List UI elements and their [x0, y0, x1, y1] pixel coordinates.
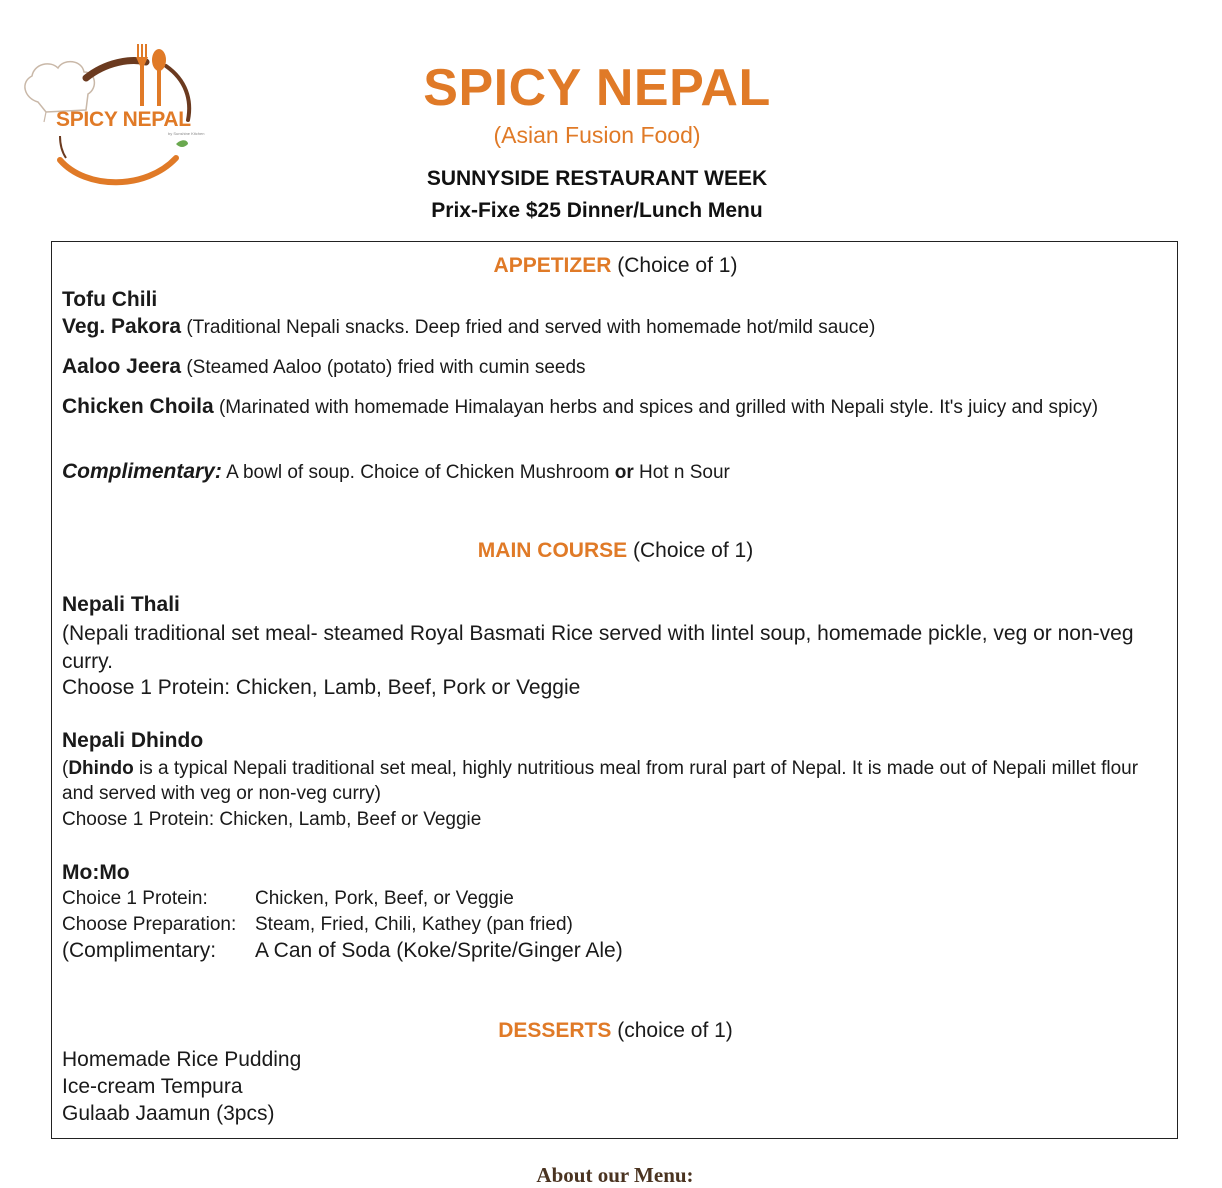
dessert-item: Gulaab Jaamun (3pcs) — [62, 1102, 275, 1125]
item-description: (Marinated with homemade Himalayan herbs and spices and grilled with Nepali style. It's juicy and spicy) — [213, 397, 1099, 418]
appetizer-heading — [52, 254, 1179, 278]
item-description: (Steamed Aaloo (potato) fried with cumin seeds — [181, 357, 586, 378]
thali-name: Nepali Thali — [62, 593, 180, 616]
dhindo-name: Nepali Dhindo — [62, 729, 204, 752]
event-name: SUNNYSIDE RESTAURANT WEEK — [426, 167, 768, 190]
thali-description: (Nepali traditional set meal- steamed Royal Basmati Rice served with lintel soup, homemade pickle, veg or non-veg curry. — [62, 622, 1134, 673]
item-description: (Traditional Nepali snacks. Deep fried and served with homemade hot/mild sauce) — [181, 317, 876, 338]
appetizer-item — [62, 394, 1167, 421]
page-title: SPICY NEPAL — [423, 59, 771, 117]
appetizer-item — [62, 314, 1167, 341]
dessert-item: Ice-cream Tempura — [62, 1075, 243, 1098]
complimentary-label: Complimentary: — [62, 460, 222, 483]
complimentary-or: or — [614, 462, 634, 483]
momo-row-value: A Can of Soda (Koke/Sprite/Ginger Ale) — [255, 939, 623, 962]
momo-row-label: Choice 1 Protein: — [62, 888, 208, 909]
dhindo-description — [62, 756, 1167, 806]
menu-box — [51, 241, 1178, 1139]
main-course-title: MAIN COURSE — [477, 539, 628, 562]
dhindo-protein: Choose 1 Protein: Chicken, Lamb, Beef or Veggie — [62, 809, 482, 830]
momo-row-label: Choose Preparation: — [62, 914, 237, 935]
desserts-title: DESSERTS — [498, 1019, 612, 1042]
dhindo-open: ( — [62, 758, 69, 779]
momo-row-value: Chicken, Pork, Beef, or Veggie — [255, 888, 514, 909]
appetizer-title: APPETIZER — [493, 254, 612, 277]
momo-row-value: Steam, Fried, Chili, Kathey (pan fried) — [255, 914, 573, 935]
desserts-heading — [52, 1019, 1179, 1043]
logo-tagline: by Sunshine Kitchen — [168, 131, 205, 136]
dhindo-bold: Dhindo — [68, 758, 134, 779]
main-course-note: (Choice of 1) — [627, 539, 754, 562]
logo-wordmark: SPICY NEPAL — [56, 108, 191, 131]
main-course-heading — [52, 539, 1179, 563]
desserts-note: (choice of 1) — [611, 1019, 733, 1042]
appetizer-item — [62, 287, 1167, 314]
momo-row — [62, 912, 1167, 938]
item-name: Chicken Choila — [62, 395, 214, 418]
dhindo-text: is a typical Nepali traditional set meal, highly nutritious meal from rural part of Nepal. It is made out of Nepali millet flour and served with veg or non-veg curry) — [62, 758, 1139, 804]
menu-price: Prix-Fixe $25 Dinner/Lunch Menu — [431, 199, 763, 222]
about-menu-heading: About our Menu: — [536, 1163, 694, 1187]
page-subtitle: (Asian Fusion Food) — [493, 122, 701, 148]
momo-row — [62, 938, 1167, 964]
thali-protein: Choose 1 Protein: Chicken, Lamb, Beef, Pork or Veggie — [62, 676, 581, 699]
complimentary-text: A bowl of soup. Choice of Chicken Mushroom — [221, 462, 615, 483]
momo-row-label: (Complimentary: — [62, 939, 217, 962]
momo-name: Mo:Mo — [62, 861, 130, 884]
item-name: Veg. Pakora — [62, 315, 182, 338]
appetizer-item — [62, 354, 1167, 381]
dessert-item: Homemade Rice Pudding — [62, 1048, 302, 1071]
momo-row — [62, 886, 1167, 912]
complimentary-line — [62, 459, 1167, 486]
complimentary-end: Hot n Sour — [633, 462, 730, 483]
item-name: Aaloo Jeera — [62, 355, 182, 378]
item-name: Tofu Chili — [62, 288, 158, 311]
appetizer-note: (Choice of 1) — [611, 254, 738, 277]
